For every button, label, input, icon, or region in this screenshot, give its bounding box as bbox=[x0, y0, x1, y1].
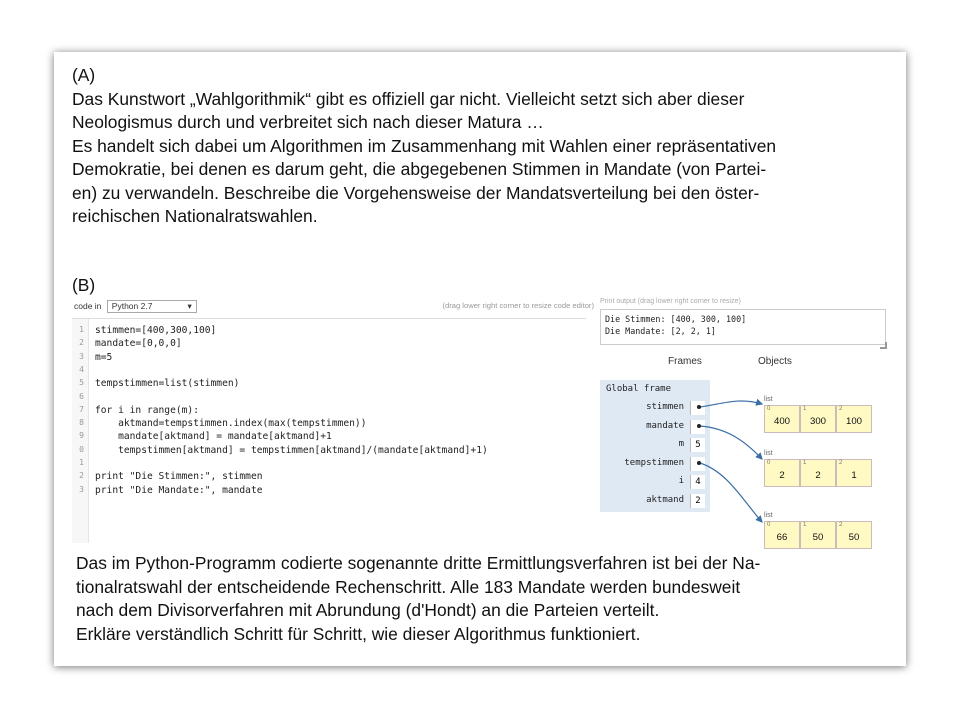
line-number: 3 bbox=[79, 351, 84, 361]
section-a-line: Es handelt sich dabei um Algorithmen im Zusammenhang mit Wahlen einer repräsentativen bbox=[72, 135, 777, 156]
list-value: 50 bbox=[812, 532, 824, 543]
code-line: print "Die Stimmen:", stimmen bbox=[95, 471, 263, 483]
list-index: 1 bbox=[803, 460, 807, 466]
frame-var-name: i bbox=[678, 476, 684, 486]
python-version-value: Python 2.7 bbox=[111, 301, 153, 311]
section-a-line: reichischen Nationalratswahlen. bbox=[72, 206, 318, 226]
code-line: mandate[aktmand] = mandate[aktmand]+1 bbox=[95, 431, 332, 443]
section-a-line: Neologismus durch und verbreitet sich nach dieser Matura … bbox=[72, 112, 544, 132]
frame-var-name: mandate bbox=[646, 420, 684, 431]
list-value: 1 bbox=[851, 470, 857, 481]
resize-hint: (drag lower right corner to resize code editor) bbox=[442, 301, 594, 310]
line-number: 2 bbox=[79, 338, 84, 348]
line-number: 7 bbox=[79, 404, 84, 414]
list-index: 2 bbox=[839, 522, 843, 528]
list-index: 2 bbox=[839, 406, 843, 412]
description-line: Das im Python-Programm codierte sogenannte dritte Ermittlungsverfahren ist bei der Na- bbox=[76, 553, 761, 573]
list-value: 100 bbox=[845, 416, 862, 427]
list-value: 66 bbox=[776, 532, 788, 543]
code-line: aktmand=tempstimmen.index(max(tempstimmen)) bbox=[95, 418, 367, 430]
list-label: list bbox=[764, 450, 773, 457]
frame-var-name: tempstimmen bbox=[624, 457, 684, 468]
exam-card bbox=[54, 52, 906, 666]
code-line: m=5 bbox=[95, 351, 113, 363]
list-index: 2 bbox=[839, 460, 843, 466]
global-frame-label: Global frame bbox=[606, 384, 672, 394]
code-line: stimmen=[400,300,100] bbox=[95, 325, 217, 336]
line-number: 8 bbox=[79, 418, 84, 428]
section-b-label: (B) bbox=[72, 275, 96, 295]
pointer-dot bbox=[697, 405, 701, 409]
frame-var-name: m bbox=[678, 439, 684, 449]
section-a-line: Demokratie, bei denen es darum geht, die abgegebenen Stimmen in Mandate (von Partei- bbox=[72, 159, 767, 179]
line-number: 4 bbox=[79, 364, 84, 374]
code-line: tempstimmen[aktmand] = tempstimmen[aktmand]/(mandate[aktmand]+1) bbox=[95, 444, 488, 456]
code-line: print "Die Mandate:", mandate bbox=[95, 484, 263, 496]
section-a-label: (A) bbox=[72, 65, 96, 85]
description bbox=[76, 552, 896, 646]
list-index: 0 bbox=[767, 406, 771, 412]
line-number: 0 bbox=[79, 444, 84, 454]
frame-var-name: stimmen bbox=[646, 402, 684, 412]
pointer-arrow bbox=[700, 463, 762, 522]
list-index: 1 bbox=[803, 522, 807, 528]
list-label: list bbox=[764, 396, 773, 403]
frames-label: Frames bbox=[668, 356, 702, 367]
chevron-down-icon: ▾ bbox=[187, 301, 192, 311]
description-line: tionalratswahl der entscheidende Rechenschritt. Alle 183 Mandate werden bundesweit bbox=[76, 576, 741, 597]
list-value: 2 bbox=[815, 470, 821, 481]
pointer-dot bbox=[697, 461, 701, 465]
output-line: Die Stimmen: [400, 300, 100] bbox=[605, 314, 747, 324]
code-line: mandate=[0,0,0] bbox=[95, 338, 182, 350]
code-line: for i in range(m): bbox=[95, 404, 199, 416]
section-a-line: en) zu verwandeln. Beschreibe die Vorgehensweise der Mandatsverteilung bei den öster- bbox=[72, 182, 760, 203]
list-index: 0 bbox=[767, 522, 771, 528]
list-value: 50 bbox=[848, 532, 860, 543]
line-number: 1 bbox=[79, 458, 84, 467]
description-line: nach dem Divisorverfahren mit Abrundung (d'Hondt) an die Parteien verteilt. bbox=[76, 600, 660, 620]
output-line: Die Mandate: [2, 2, 1] bbox=[605, 326, 716, 336]
list-value: 400 bbox=[773, 416, 790, 427]
frame-var-value: 2 bbox=[690, 494, 705, 508]
list-index: 0 bbox=[767, 460, 771, 466]
list-index: 1 bbox=[803, 406, 807, 412]
frame-var-name: aktmand bbox=[646, 494, 684, 505]
pointer-dot bbox=[697, 424, 701, 428]
line-number: 3 bbox=[79, 484, 84, 494]
objects-label: Objects bbox=[758, 356, 792, 367]
print-hint: Print output (drag lower right corner to resize) bbox=[600, 298, 741, 305]
line-number: 5 bbox=[79, 378, 84, 388]
description-line: Erkläre verständlich Schritt für Schritt, wie dieser Algorithmus funktioniert. bbox=[76, 623, 641, 644]
pointer-arrow bbox=[700, 426, 762, 459]
code-in-label: code in bbox=[74, 301, 102, 311]
list-value: 300 bbox=[809, 416, 826, 427]
pointer-arrow bbox=[700, 401, 762, 407]
line-number: 1 bbox=[79, 325, 84, 334]
section-a-line: Das Kunstwort „Wahlgorithmik“ gibt es offiziell gar nicht. Vielleicht setzt sich aber dieser bbox=[72, 88, 745, 109]
frame-var-value: 5 bbox=[690, 438, 705, 452]
line-number: 6 bbox=[79, 391, 84, 401]
frame-var-value: 4 bbox=[690, 475, 705, 489]
line-number: 2 bbox=[79, 471, 84, 481]
code-line: tempstimmen=list(stimmen) bbox=[95, 378, 240, 390]
list-value: 2 bbox=[779, 470, 785, 481]
line-number: 9 bbox=[79, 431, 84, 441]
list-label: list bbox=[764, 512, 773, 519]
